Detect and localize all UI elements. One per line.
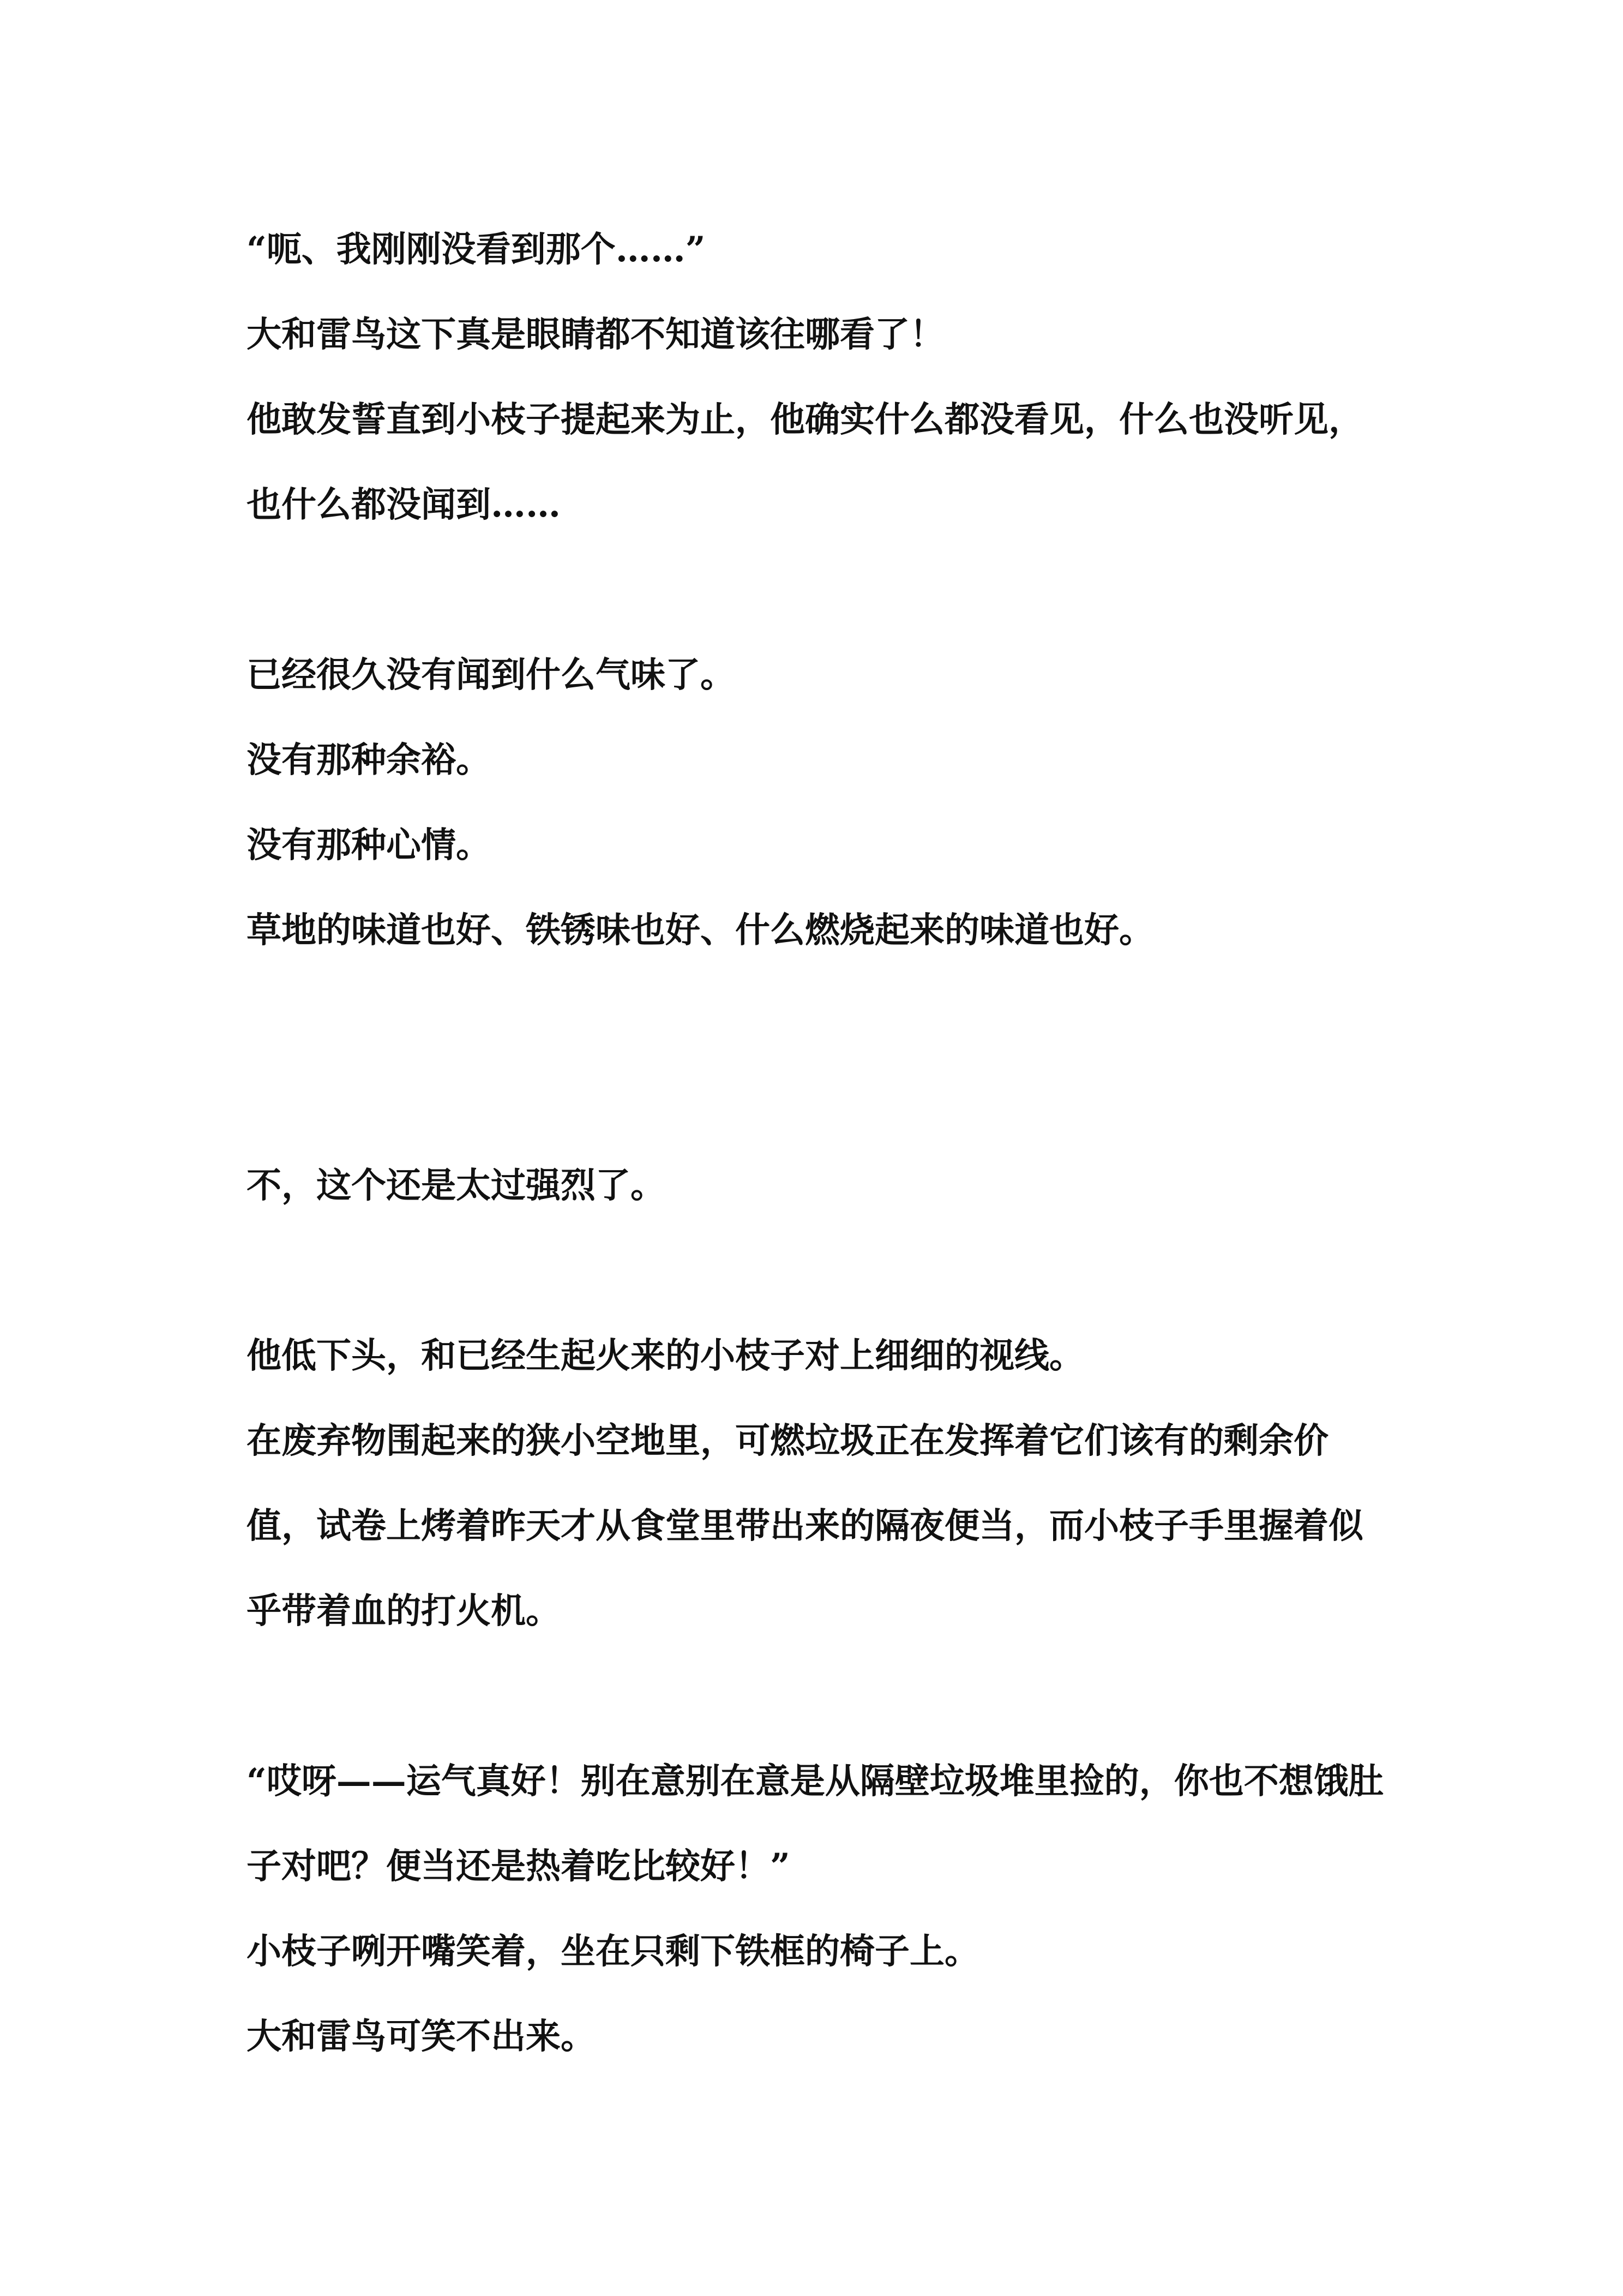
paragraph-gap bbox=[247, 1228, 1397, 1314]
paragraph-gap-large bbox=[247, 973, 1397, 1143]
paragraph-gap bbox=[247, 1654, 1397, 1739]
paragraph-gap bbox=[247, 548, 1397, 633]
paragraph-5: 没有那种余裕。 bbox=[247, 740, 491, 781]
paragraph-6: 没有那种心情。 bbox=[247, 825, 491, 866]
paragraph-1: “呃、我刚刚没看到那个……” bbox=[247, 229, 706, 270]
paragraph-8: 不，这个还是太过强烈了。 bbox=[247, 1165, 665, 1206]
paragraph-3: 他敢发誓直到小枝子提起来为止，他确实什么都没看见，什么也没听见，也什么都没闻到…… bbox=[247, 399, 1363, 525]
paragraph-12: 小枝子咧开嘴笑着，坐在只剩下铁框的椅子上。 bbox=[247, 1931, 979, 1972]
paragraph-9: 他低下头，和已经生起火来的小枝子对上细细的视线。 bbox=[247, 1335, 1084, 1376]
novel-text-body bbox=[247, 207, 1397, 2079]
paragraph-2: 大和雷鸟这下真是眼睛都不知道该往哪看了！ bbox=[247, 314, 945, 355]
paragraph-4: 已经很久没有闻到什么气味了。 bbox=[247, 655, 735, 696]
paragraph-11: “哎呀——运气真好！别在意别在意是从隔壁垃圾堆里捡的，你也不想饿肚子对吧？便当还是热着吃比较好！” bbox=[247, 1761, 1384, 1887]
paragraph-13: 大和雷鸟可笑不出来。 bbox=[247, 2016, 596, 2057]
paragraph-10: 在废弃物围起来的狭小空地里，可燃垃圾正在发挥着它们该有的剩余价值，试卷上烤着昨天才从食堂里带出来的隔夜便当，而小枝子手里握着似乎带着血的打火机。 bbox=[247, 1420, 1363, 1632]
paragraph-7: 草地的味道也好、铁锈味也好、什么燃烧起来的味道也好。 bbox=[247, 910, 1154, 951]
